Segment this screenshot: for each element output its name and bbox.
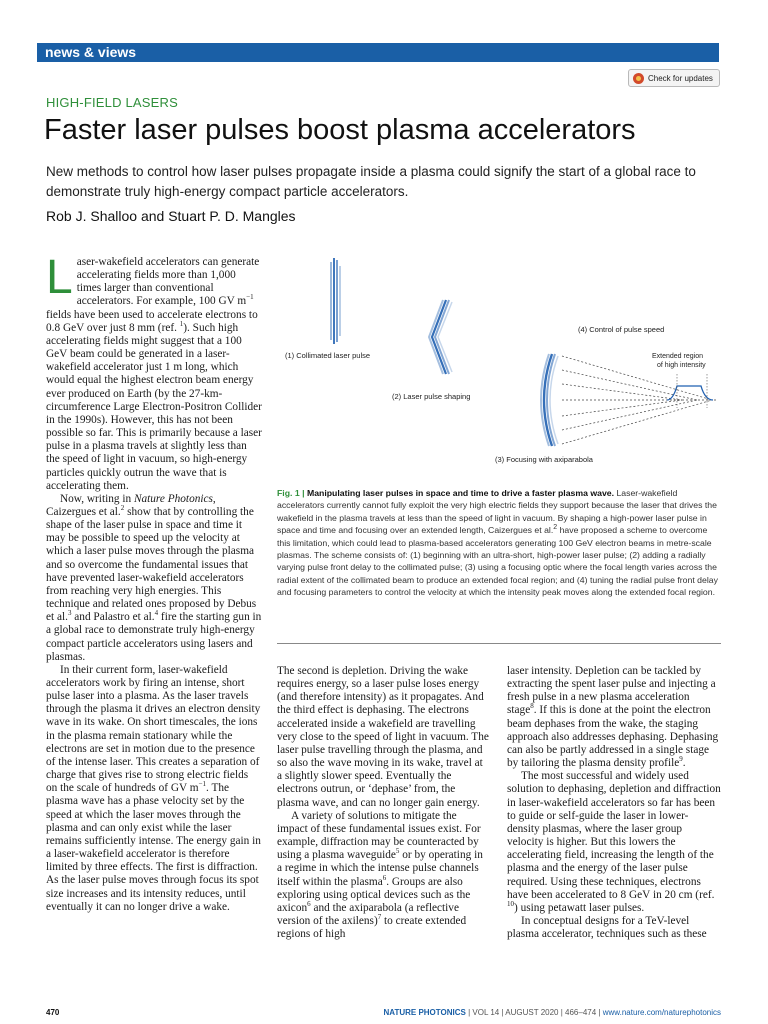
drop-cap: L bbox=[46, 251, 73, 304]
reference-link[interactable]: 10 bbox=[507, 900, 514, 909]
section-banner: news & views bbox=[37, 43, 719, 62]
article-title: Faster laser pulses boost plasma accelerators bbox=[44, 114, 636, 146]
reference-link[interactable]: 6 bbox=[307, 900, 311, 909]
text: . Groups are also exploring using optical devices such as the axicon bbox=[277, 875, 471, 914]
label-region-line1: Extended region bbox=[652, 353, 703, 360]
paragraph bbox=[46, 493, 262, 664]
text: aser-wakefield accelerators can generate accelerating fields more than 1,000 times larger than conventional accelerators. For example, 100 GV m bbox=[76, 256, 260, 308]
text: ). Such high accelerating fields might suggest that a 100 GeV beam could be generated in a laser-wakefield accelerator just 1 m long, which would equal the highest electron beam energy ever produced on Earth (by the 27-km-circumference Large Electron-Positron Collider in the 1990s). However, this has not been possible so far. This is primarily because a laser pulse in a plasma travels at slightly less than the speed of light in vacuum, so high-energy particles quickly outrun the wave that is accelerating them. bbox=[46, 321, 262, 492]
article-standfirst: New methods to control how laser pulses propagate inside a plasma could signify the start of a global race to demonstrate truly high-energy compact particle accelerators. bbox=[46, 164, 696, 199]
page-number: 470 bbox=[46, 1008, 60, 1017]
shaped-pulse bbox=[429, 300, 452, 374]
label-collimated: (1) Collimated laser pulse bbox=[285, 351, 371, 360]
article-kicker: HIGH-FIELD LASERS bbox=[46, 95, 178, 110]
reference-link[interactable]: 2 bbox=[120, 504, 125, 513]
superscript: −1 bbox=[246, 293, 254, 302]
figure-caption bbox=[277, 487, 721, 599]
body-column-2 bbox=[277, 665, 490, 941]
journal-info bbox=[383, 1008, 721, 1017]
caption-text: Laser-wakefield accelerators currently cannot fully exploit the very high electric fields they support because the laser that drives the wakefield in the plasma travels at less than the speed of light in vacuum. By shaping a high-power laser pulse in space and time and focusing over an extended length, Caizergues et al. bbox=[277, 488, 717, 536]
text: fire the starting gun in a global race to demonstrate truly high-energy compact particle accelerators using lasers and plasmas. bbox=[46, 611, 262, 663]
journal-url-link[interactable]: www.nature.com/naturephotonics bbox=[602, 1008, 721, 1017]
check-for-updates-label: Check for updates bbox=[648, 73, 713, 83]
journal-name: Nature Photonics bbox=[133, 492, 213, 505]
text: ) using petawatt laser pulses. bbox=[514, 901, 645, 914]
text: laser intensity. Depletion can be tackled by extracting the spent laser pulse and injecting a fresh pulse in a new plasma acceleration stage bbox=[507, 665, 716, 717]
text: or by operating in a regime in which the intense pulse channels itself within the plasma bbox=[277, 849, 483, 888]
collimated-pulse bbox=[330, 258, 341, 344]
text: , Caizergues et al. bbox=[46, 492, 216, 518]
label-focusing: (3) Focusing with axiparabola bbox=[495, 455, 593, 464]
text: . The plasma wave has a phase velocity set by the speed at which the laser moves through the plasma and can only exist while the laser remains sufficiently intense. The energy gain in a laser-wakefield accelerator is therefore limited by three effects. The first is diffraction. As the laser pulse moves through focus its spot size increases and its intensity reduces, until eventually it can no longer drive a wake. bbox=[46, 782, 261, 913]
intensity-profile bbox=[667, 386, 713, 400]
crossmark-icon bbox=[633, 73, 644, 84]
paragraph bbox=[507, 665, 721, 770]
text: and the axiparabola (a reflective version of the axilens) bbox=[277, 901, 459, 927]
figure-diagram bbox=[277, 250, 727, 480]
text: . If this is done at the point the electron beam dephases from the wake, the staging approach also addresses dephasing. Dephasing can also be partly addressed in a single stage by tailoring the plasma density profile bbox=[507, 704, 719, 770]
check-for-updates-button[interactable] bbox=[628, 69, 720, 87]
superscript: −1 bbox=[198, 780, 207, 789]
reference-link[interactable]: 1 bbox=[179, 320, 184, 329]
reference-link[interactable]: 9 bbox=[679, 755, 683, 764]
text: . bbox=[682, 757, 686, 770]
reference-link[interactable]: 2 bbox=[553, 524, 558, 532]
text: Now, writing in bbox=[60, 492, 134, 505]
reference-link[interactable]: 7 bbox=[377, 913, 382, 922]
paragraph bbox=[46, 664, 262, 914]
paragraph bbox=[277, 810, 490, 942]
paragraph bbox=[507, 770, 721, 915]
body-column-3 bbox=[507, 665, 721, 941]
text: and Palastro et al. bbox=[71, 611, 155, 624]
paragraph bbox=[46, 251, 262, 493]
reference-link[interactable]: 6 bbox=[382, 873, 387, 882]
reference-link[interactable]: 8 bbox=[530, 702, 534, 711]
text: fields have been used to accelerate electrons to 0.8 GeV over just 8 mm (ref. bbox=[46, 308, 258, 334]
paragraph: The second is depletion. Driving the wake requires energy, so a laser pulse loses energy (and therefore intensity) as it propagates. And the third effect is dephasing. The electrons accelerated inside a wakefield are travelling very close to the speed of light in vacuum. The laser pulse travelling through the plasma, and so also the wave moving in its wake, travel at a slightly slower speed. Eventually the electrons outrun, or ‘dephase’ from, the plasma wave, and can no longer gain energy. bbox=[277, 665, 489, 809]
label-control: (4) Control of pulse speed bbox=[578, 325, 665, 334]
label-region-line2: of high intensity bbox=[657, 362, 706, 369]
page-footer bbox=[46, 1008, 721, 1020]
text: The most successful and widely used solution to dephasing, depletion and diffraction in laser-wakefield accelerators so far has been to guide or self-guide the laser in lower-density plasmas, where the laser group velocity is higher. But this lowers the accelerating field, increasing the length of the plasma and the energy of the laser pulse required. Using these techniques, electrons have been accelerated to 8 GeV in 20 cm (ref. bbox=[507, 770, 721, 901]
figure-label: Fig. 1 | bbox=[277, 488, 305, 498]
axiparabola-pulse bbox=[541, 354, 558, 446]
text: A variety of solutions to mitigate the impact of these fundamental issues exist. For example, diffraction may be counteracted by using a plasma waveguide bbox=[277, 809, 481, 862]
article-authors: Rob J. Shalloo and Stuart P. D. Mangles bbox=[46, 208, 296, 224]
label-shaping: (2) Laser pulse shaping bbox=[392, 392, 471, 401]
caption-divider bbox=[277, 643, 721, 644]
reference-link[interactable]: 5 bbox=[395, 847, 400, 856]
text: to create extended regions of high bbox=[277, 914, 467, 941]
reference-link[interactable]: 4 bbox=[154, 609, 159, 618]
caption-text: have proposed a scheme to overcome this limitation, which could lead to plasma-based accelerators generating 100 GeV electron beams in metre-scale plasmas. The scheme consists of: (1) beginning with an ultra-short, high-power laser pulse; (2) adding a radially varying pulse front delay to the collimated pulse; (3) using a focusing optic where the focal length varies across the radial extent of the collimated beam to produce an extended focal region; and (4) tuning the radial pulse front delay and focusing parameters to control the velocity at which the intensity peak moves along the extended focal region. bbox=[277, 525, 718, 598]
figure-title: Manipulating laser pulses in space and time to drive a faster plasma wave. bbox=[306, 488, 615, 498]
journal-details: | VOL 14 | AUGUST 2020 | 466–474 | bbox=[465, 1008, 603, 1017]
journal-name: NATURE PHOTONICS bbox=[383, 1008, 466, 1017]
text: In their current form, laser-wakefield accelerators work by firing an intense, short pulse laser into a plasma. As the laser travels through the plasma it drives an electron density wave in its wake. On short timescales, the ions in the plasma remain stationary while the electrons are set in motion due to the presence of the intense laser. This creates a separation of charge that gives rise to strong electric fields on the scale of hundreds of GV m bbox=[46, 663, 261, 795]
paragraph: In conceptual designs for a TeV-level plasma accelerator, techniques such as these bbox=[507, 914, 707, 941]
focusing-rays bbox=[562, 356, 717, 444]
figure-1 bbox=[277, 250, 727, 480]
body-column-1 bbox=[46, 251, 262, 914]
reference-link[interactable]: 3 bbox=[67, 609, 72, 618]
text: show that by controlling the shape of the laser pulse in space and time it may be possible to speed up the velocity at which a laser pulse moves through the plasma and so overcome the fundamental issues that have prevented laser-wakefield accelerators from reaching very high energies. This technique and related ones proposed by Debus et al. bbox=[46, 505, 257, 624]
